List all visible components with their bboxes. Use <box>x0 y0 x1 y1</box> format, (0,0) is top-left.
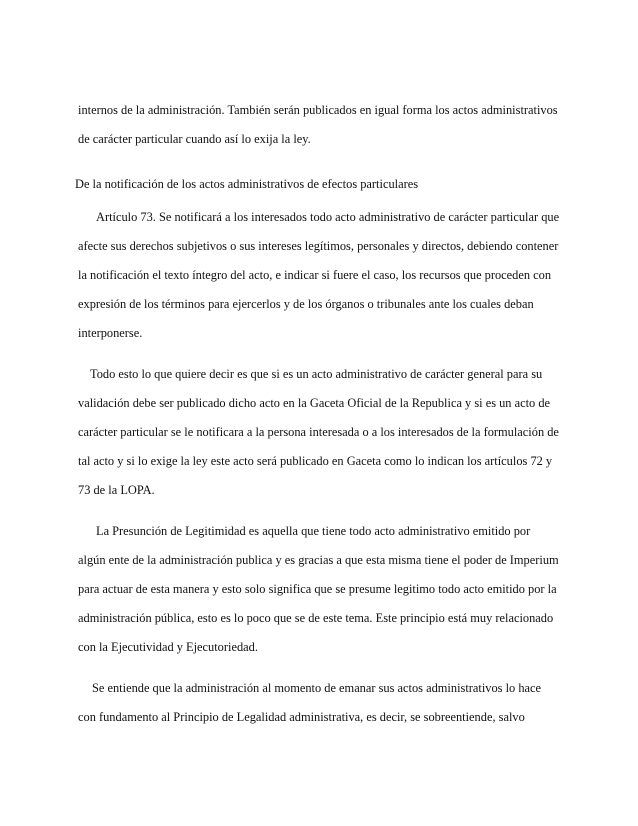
intro-paragraph <box>78 96 558 154</box>
paragraph-explanation <box>78 360 558 505</box>
text-line: de carácter particular cuando así lo exija la ley. <box>78 132 311 146</box>
section-heading: De la notificación de los actos administrativos de efectos particulares <box>75 177 419 191</box>
text-line: La Presunción de Legitimidad es aquella que tiene todo acto administrativo emitido por <box>96 524 531 538</box>
text-line: carácter particular se le notificara a la persona interesada o a los interesados de la formulación de <box>78 425 559 439</box>
text-line: 73 de la LOPA. <box>78 483 155 497</box>
text-line: tal acto y si lo exige la ley este acto será publicado en Gaceta como lo indican los artículos 72 y <box>78 454 553 468</box>
text-line: Artículo 73. Se notificará a los interesados todo acto administrativo de carácter particular que <box>96 210 560 224</box>
paragraph-principio-legalidad <box>78 674 558 732</box>
document-body <box>75 96 560 732</box>
text-line: Se entiende que la administración al momento de emanar sus actos administrativos lo hace <box>92 681 542 695</box>
text-line: administración pública, esto es lo poco que se de este tema. Este principio está muy relacionado <box>78 611 554 625</box>
text-line: afecte sus derechos subjetivos o sus intereses legítimos, personales y directos, debiendo contener <box>78 239 559 253</box>
text-line: internos de la administración. También serán publicados en igual forma los actos administrativos <box>78 103 558 117</box>
text-line: para actuar de esta manera y esto solo significa que se presume legitimo todo acto emitido por la <box>78 582 557 596</box>
text-line: expresión de los términos para ejercerlos y de los órganos o tribunales ante los cuales deban <box>78 297 534 311</box>
text-line: la notificación el texto íntegro del acto, e indicar si fuere el caso, los recursos que proceden con <box>78 268 552 282</box>
text-line: con la Ejecutividad y Ejecutoriedad. <box>78 640 258 654</box>
paragraph-presuncion-legitimidad <box>78 517 558 662</box>
text-line: Todo esto lo que quiere decir es que si es un acto administrativo de carácter general para su <box>90 367 543 381</box>
text-line: interponerse. <box>78 326 143 340</box>
text-line: algún ente de la administración publica y es gracias a que esta misma tiene el poder de Imperium <box>78 553 559 567</box>
text-line: con fundamento al Principio de Legalidad administrativa, es decir, se sobreentiende, salvo <box>78 710 525 724</box>
paragraph-article-73 <box>78 203 558 348</box>
text-line: validación debe ser publicado dicho acto en la Gaceta Oficial de la Republica y si es un acto de <box>78 396 551 410</box>
